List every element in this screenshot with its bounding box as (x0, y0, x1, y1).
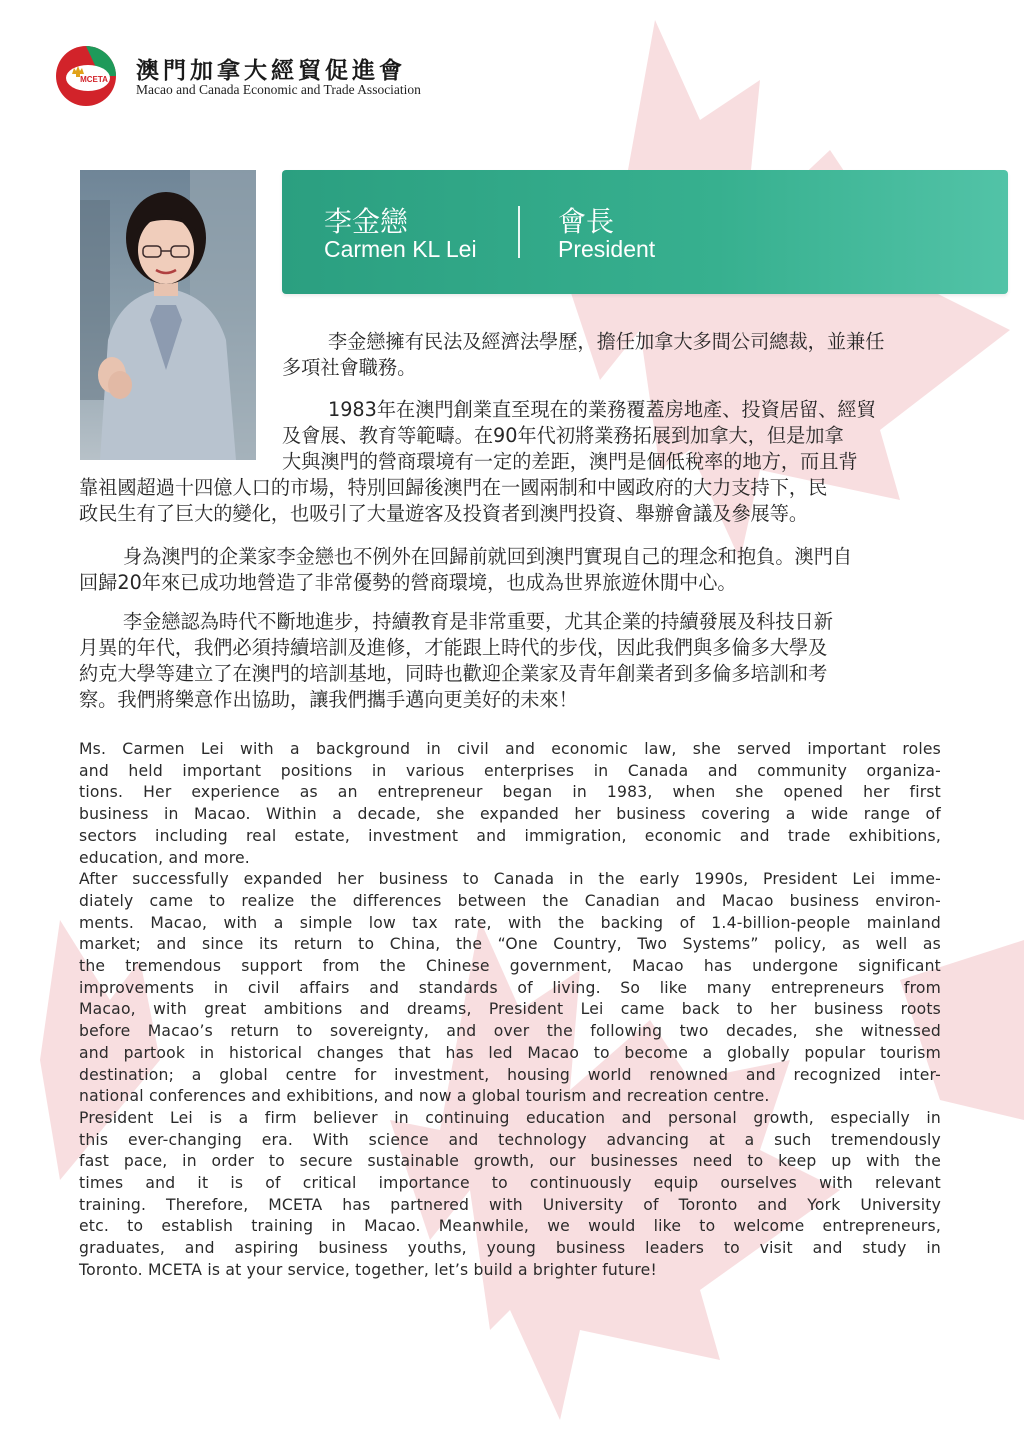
zh-line: 約克大學等建立了在澳門的培訓基地，同時也歡迎企業家及青年創業者到多倫多培訓和考 (79, 662, 828, 685)
logo-text: MCETA (80, 75, 108, 84)
english-line: diately came to realize the differences between the Canadian and Macao business environ- (79, 891, 941, 910)
english-line: destination; a global centre for investment, housing world renowned and recognized inter- (79, 1065, 941, 1084)
president-portrait (80, 170, 256, 460)
organization-name-en: Macao and Canada Economic and Trade Association (136, 82, 421, 97)
english-line: President Lei is a firm believer in continuing education and personal growth, especially in (79, 1108, 941, 1127)
zh-line: 1983年在澳門創業直至現在的業務覆蓋房地產、投資居留、經貿 (328, 398, 876, 421)
english-line: After successfully expanded her business to Canada in the early 1990s, President Lei imme- (79, 870, 941, 889)
english-line: business in Macao. Within a decade, she expanded her business covering a wide range of (79, 805, 941, 824)
english-line: training. Therefore, MCETA has partnered with University of Toronto and York University (79, 1195, 941, 1214)
english-line: fast pace, in order to secure sustainable growth, our businesses need to keep up with the (79, 1152, 941, 1171)
english-line: the tremendous support from the Chinese government, Macao has undergone significant (79, 957, 941, 976)
english-line: Toronto. MCETA is at your service, together, let’s build a brighter future! (79, 1260, 657, 1279)
zh-paragraph-1 (282, 329, 884, 381)
english-line: tions. Her experience as an entrepreneur began in 1983, when she opened her first (79, 783, 941, 802)
english-line: and partook in historical changes that has led Macao to become a globally popular tourism (79, 1043, 941, 1062)
zh-line: 靠祖國超過十四億人口的市場，特別回歸後澳門在一國兩制和中國政府的大力支持下，民 (79, 476, 828, 499)
role-zh: 會長 (558, 205, 615, 238)
organization-name-zh: 澳門加拿大經貿促進會 (136, 57, 406, 84)
english-line: graduates, and aspiring business youths, young business leaders to visit and study in (79, 1239, 941, 1258)
english-line: Macao, with great ambitions and dreams, President Lei came back to her business roots (79, 1000, 941, 1019)
english-line: and held important positions in various enterprises in Canada and community organiza- (79, 761, 941, 780)
english-biography (79, 739, 941, 1282)
mceta-logo (52, 44, 126, 108)
zh-paragraph-3 (79, 544, 852, 596)
zh-line: 月異的年代，我們必須持續培訓及進修，才能跟上時代的步伐，因此我們與多倫多大學及 (79, 636, 828, 659)
zh-line: 大與澳門的營商環境有一定的差距，澳門是個低稅率的地方，而且背 (282, 450, 858, 473)
title-divider (518, 206, 520, 258)
zh-line: 及會展、教育等範疇。在90年代初將業務拓展到加拿大，但是加拿 (282, 424, 844, 447)
english-line: ments. Macao, with a simple low tax rate, with the backing of 1.4-billion-people mainland (79, 913, 941, 932)
zh-line: 政民生有了巨大的變化，也吸引了大量遊客及投資者到澳門投資、舉辦會議及參展等。 (79, 502, 809, 525)
zh-paragraph-2 (79, 397, 876, 527)
english-line: Ms. Carmen Lei with a background in civil and economic law, she served important roles (79, 740, 941, 758)
zh-line: 回歸20年來已成功地營造了非常優勢的營商環境，也成為世界旅遊休閒中心。 (79, 571, 737, 594)
zh-line: 察。我們將樂意作出協助，讓我們攜手邁向更美好的未來！ (79, 688, 578, 711)
english-line: market; and since its return to China, the “One Country, Two Systems” policy, as well as (79, 935, 941, 954)
english-line: times and it is of critical importance to continuously equip ourselves with relevant (79, 1174, 941, 1193)
english-line: sectors including real estate, investment and immigration, economic and trade exhibitions, (79, 826, 941, 845)
english-line: etc. to establish training in Macao. Meanwhile, we would like to welcome entrepreneurs, (79, 1217, 941, 1236)
english-line: education, and more. (79, 848, 250, 867)
zh-paragraph-4 (79, 609, 833, 713)
english-line: improvements in civil affairs and standards of living. So like many entrepreneurs from (79, 978, 941, 997)
english-line: this ever-changing era. With science and technology advancing at a such tremendously (79, 1130, 941, 1149)
zh-line: 身為澳門的企業家李金戀也不例外在回歸前就回到澳門實現自己的理念和抱負。澳門自 (123, 545, 853, 568)
zh-line: 李金戀認為時代不斷地進步，持續教育是非常重要，尤其企業的持續發展及科技日新 (123, 610, 833, 633)
president-title-bar (282, 170, 1008, 294)
english-line: before Macao’s return to sovereignty, and over the following two decades, she witnessed (79, 1022, 941, 1041)
name-en: Carmen KL Lei (324, 236, 477, 262)
zh-line: 李金戀擁有民法及經濟法學歷，擔任加拿大多間公司總裁，並兼任 (328, 330, 885, 353)
english-line: national conferences and exhibitions, and now a global tourism and recreation centre. (79, 1087, 770, 1106)
zh-line: 多項社會職務。 (282, 356, 417, 379)
name-zh: 李金戀 (324, 205, 409, 238)
role-en: President (558, 236, 656, 262)
